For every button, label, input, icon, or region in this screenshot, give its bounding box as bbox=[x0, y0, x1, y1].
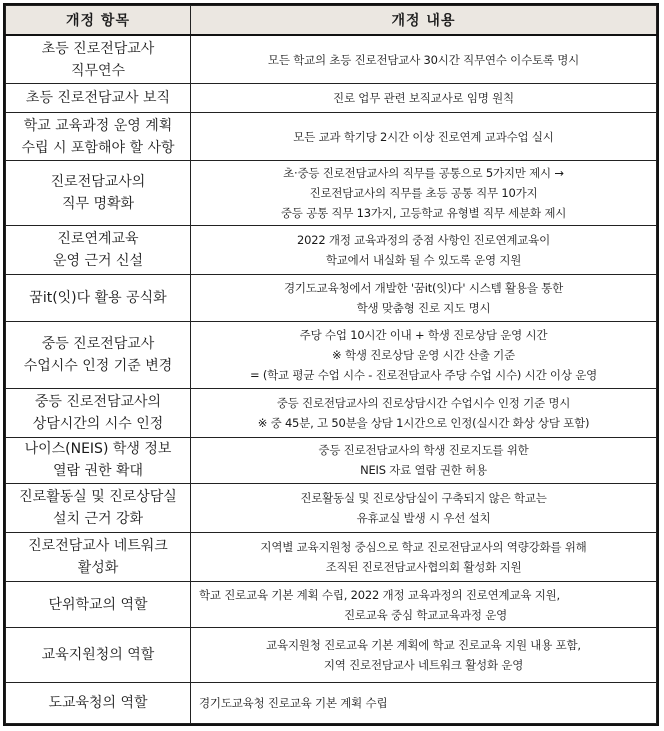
row-item bbox=[6, 533, 191, 582]
row-content bbox=[191, 628, 657, 683]
content-line: 진로 업무 관련 보직교사로 임명 원칙 bbox=[333, 90, 514, 105]
header-item: 개정 항목 bbox=[6, 6, 191, 36]
content-line: 학생 맞춤형 진로 지도 명시 bbox=[356, 300, 491, 315]
table-row bbox=[6, 388, 657, 437]
item-line: 수립 시 포함해야 할 사항 bbox=[21, 139, 175, 156]
table-row bbox=[6, 226, 657, 275]
item-line: 중등 진로전담교사 bbox=[41, 335, 155, 352]
item-line: 진로활동실 및 진로상담실 bbox=[19, 489, 177, 506]
content-line: 교육지원청 진로교육 기본 계획에 학교 진로교육 지원 내용 포함, bbox=[266, 638, 581, 653]
content-line: 중등 공통 직무 13가지, 고등학교 유형별 직무 세분화 제시 bbox=[280, 206, 567, 221]
row-content bbox=[191, 321, 657, 388]
row-item bbox=[6, 226, 191, 275]
revision-table-frame bbox=[3, 3, 659, 726]
revision-table bbox=[5, 5, 657, 724]
content-line: 조직된 진로전담교사협의회 활성화 지원 bbox=[325, 559, 522, 574]
item-line: 나이스(NEIS) 학생 정보 bbox=[24, 441, 172, 458]
row-item bbox=[6, 388, 191, 437]
row-content bbox=[191, 533, 657, 582]
table-row bbox=[6, 321, 657, 388]
row-content bbox=[191, 275, 657, 322]
content-line: = (학교 평균 수업 시수 - 진로전담교사 주당 수업 시수) 시간 이상 운영 bbox=[249, 367, 598, 382]
row-item bbox=[6, 321, 191, 388]
item-line: 진로연계교육 bbox=[57, 231, 139, 248]
content-line: 주당 수업 10시간 이내 + 학생 진로상담 운영 시간 bbox=[299, 327, 548, 342]
row-item bbox=[6, 581, 191, 628]
item-line: 도교육청의 역할 bbox=[48, 695, 148, 712]
row-content bbox=[191, 35, 657, 84]
content-line: 중등 진로전담교사의 진로상담시간 수업시수 인정 기준 명시 bbox=[276, 395, 571, 410]
table-row bbox=[6, 437, 657, 484]
item-line: 초등 진로전담교사 보직 bbox=[25, 89, 171, 106]
row-content bbox=[191, 226, 657, 275]
row-content bbox=[191, 581, 657, 628]
content-line: 2022 개정 교육과정의 중점 사항인 진로연계교육이 bbox=[296, 233, 550, 248]
content-line: 지역 진로전담교사 네트워크 활성화 운영 bbox=[323, 658, 524, 673]
table-row bbox=[6, 161, 657, 226]
item-line: 상담시간의 시수 인정 bbox=[32, 415, 164, 432]
row-content bbox=[191, 84, 657, 112]
row-item bbox=[6, 161, 191, 226]
item-line: 직무 명확화 bbox=[61, 196, 135, 213]
item-line: 단위학교의 역할 bbox=[48, 596, 148, 613]
row-content bbox=[191, 437, 657, 484]
row-content bbox=[191, 112, 657, 161]
content-line: 진로활동실 및 진로상담실이 구축되지 않은 학교는 bbox=[300, 491, 547, 506]
content-line: 지역별 교육지원청 중심으로 학교 진로전담교사의 역량강화를 위해 bbox=[260, 539, 587, 554]
item-line: 초등 진로전담교사 bbox=[41, 40, 155, 57]
table-header-row bbox=[6, 6, 657, 36]
content-line: 경기도교육청에서 개발한 '꿈it(잇)다' 시스템 활용을 통한 bbox=[283, 280, 564, 295]
item-line: 꿈it(잇)다 활용 공식화 bbox=[29, 289, 167, 306]
item-line: 운영 근거 신설 bbox=[52, 253, 144, 270]
table-row bbox=[6, 84, 657, 112]
row-item bbox=[6, 275, 191, 322]
table-row bbox=[6, 628, 657, 683]
row-item bbox=[6, 112, 191, 161]
content-line: 모든 교과 학기당 2시간 이상 진로연계 교과수업 실시 bbox=[293, 129, 554, 144]
item-line: 학교 교육과정 운영 계획 bbox=[23, 117, 173, 134]
header-content: 개정 내용 bbox=[191, 6, 657, 36]
row-content bbox=[191, 161, 657, 226]
row-item bbox=[6, 437, 191, 484]
item-line: 설치 근거 강화 bbox=[52, 511, 144, 528]
content-line: NEIS 자료 열람 권한 허용 bbox=[360, 463, 487, 478]
item-line: 진로전담교사 네트워크 bbox=[28, 537, 168, 554]
content-line: 진로전담교사의 직무를 초등 공통 직무 10가지 bbox=[309, 186, 538, 201]
row-content bbox=[191, 388, 657, 437]
table-row bbox=[6, 533, 657, 582]
table-row bbox=[6, 275, 657, 322]
row-item bbox=[6, 35, 191, 84]
content-line: 중등 진로전담교사의 학생 진로지도를 위한 bbox=[318, 443, 529, 458]
content-line: 유휴교실 발생 시 우선 설치 bbox=[356, 511, 491, 526]
item-line: 수업시수 인정 기준 변경 bbox=[23, 357, 173, 374]
table-row bbox=[6, 484, 657, 533]
item-line: 직무연수 bbox=[70, 62, 126, 79]
table-row bbox=[6, 683, 657, 724]
content-line: 모든 학교의 초등 진로전담교사 30시간 직무연수 이수토록 명시 bbox=[267, 52, 580, 67]
row-item bbox=[6, 84, 191, 112]
content-line: ※ 학생 진로상담 운영 시간 산출 기준 bbox=[332, 347, 515, 362]
row-item bbox=[6, 484, 191, 533]
content-line: ※ 중 45분, 고 50분을 상담 1시간으로 인정(실시간 화상 상담 포함) bbox=[257, 415, 590, 430]
table-row bbox=[6, 35, 657, 84]
row-content bbox=[191, 484, 657, 533]
content-line: 진로교육 중심 학교교육과정 운영 bbox=[343, 607, 508, 622]
row-item bbox=[6, 683, 191, 724]
row-content bbox=[191, 683, 657, 724]
row-item bbox=[6, 628, 191, 683]
item-line: 열람 권한 확대 bbox=[52, 463, 144, 480]
content-line: 학교에서 내실화 될 수 있도록 운영 지원 bbox=[325, 253, 522, 268]
item-line: 진로전담교사의 bbox=[50, 174, 146, 191]
item-line: 교육지원청의 역할 bbox=[41, 647, 155, 664]
table-row bbox=[6, 112, 657, 161]
item-line: 활성화 bbox=[77, 559, 119, 576]
content-line: 학교 진로교육 기본 계획 수립, 2022 개정 교육과정의 진로연계교육 지원, bbox=[199, 587, 561, 602]
table-row bbox=[6, 581, 657, 628]
content-line: 경기도교육청 진로교육 기본 계획 수립 bbox=[199, 696, 388, 711]
content-line: 초·중등 진로전담교사의 직무를 공통으로 5가지만 제시 → bbox=[283, 166, 564, 181]
item-line: 중등 진로전담교사의 bbox=[34, 393, 162, 410]
